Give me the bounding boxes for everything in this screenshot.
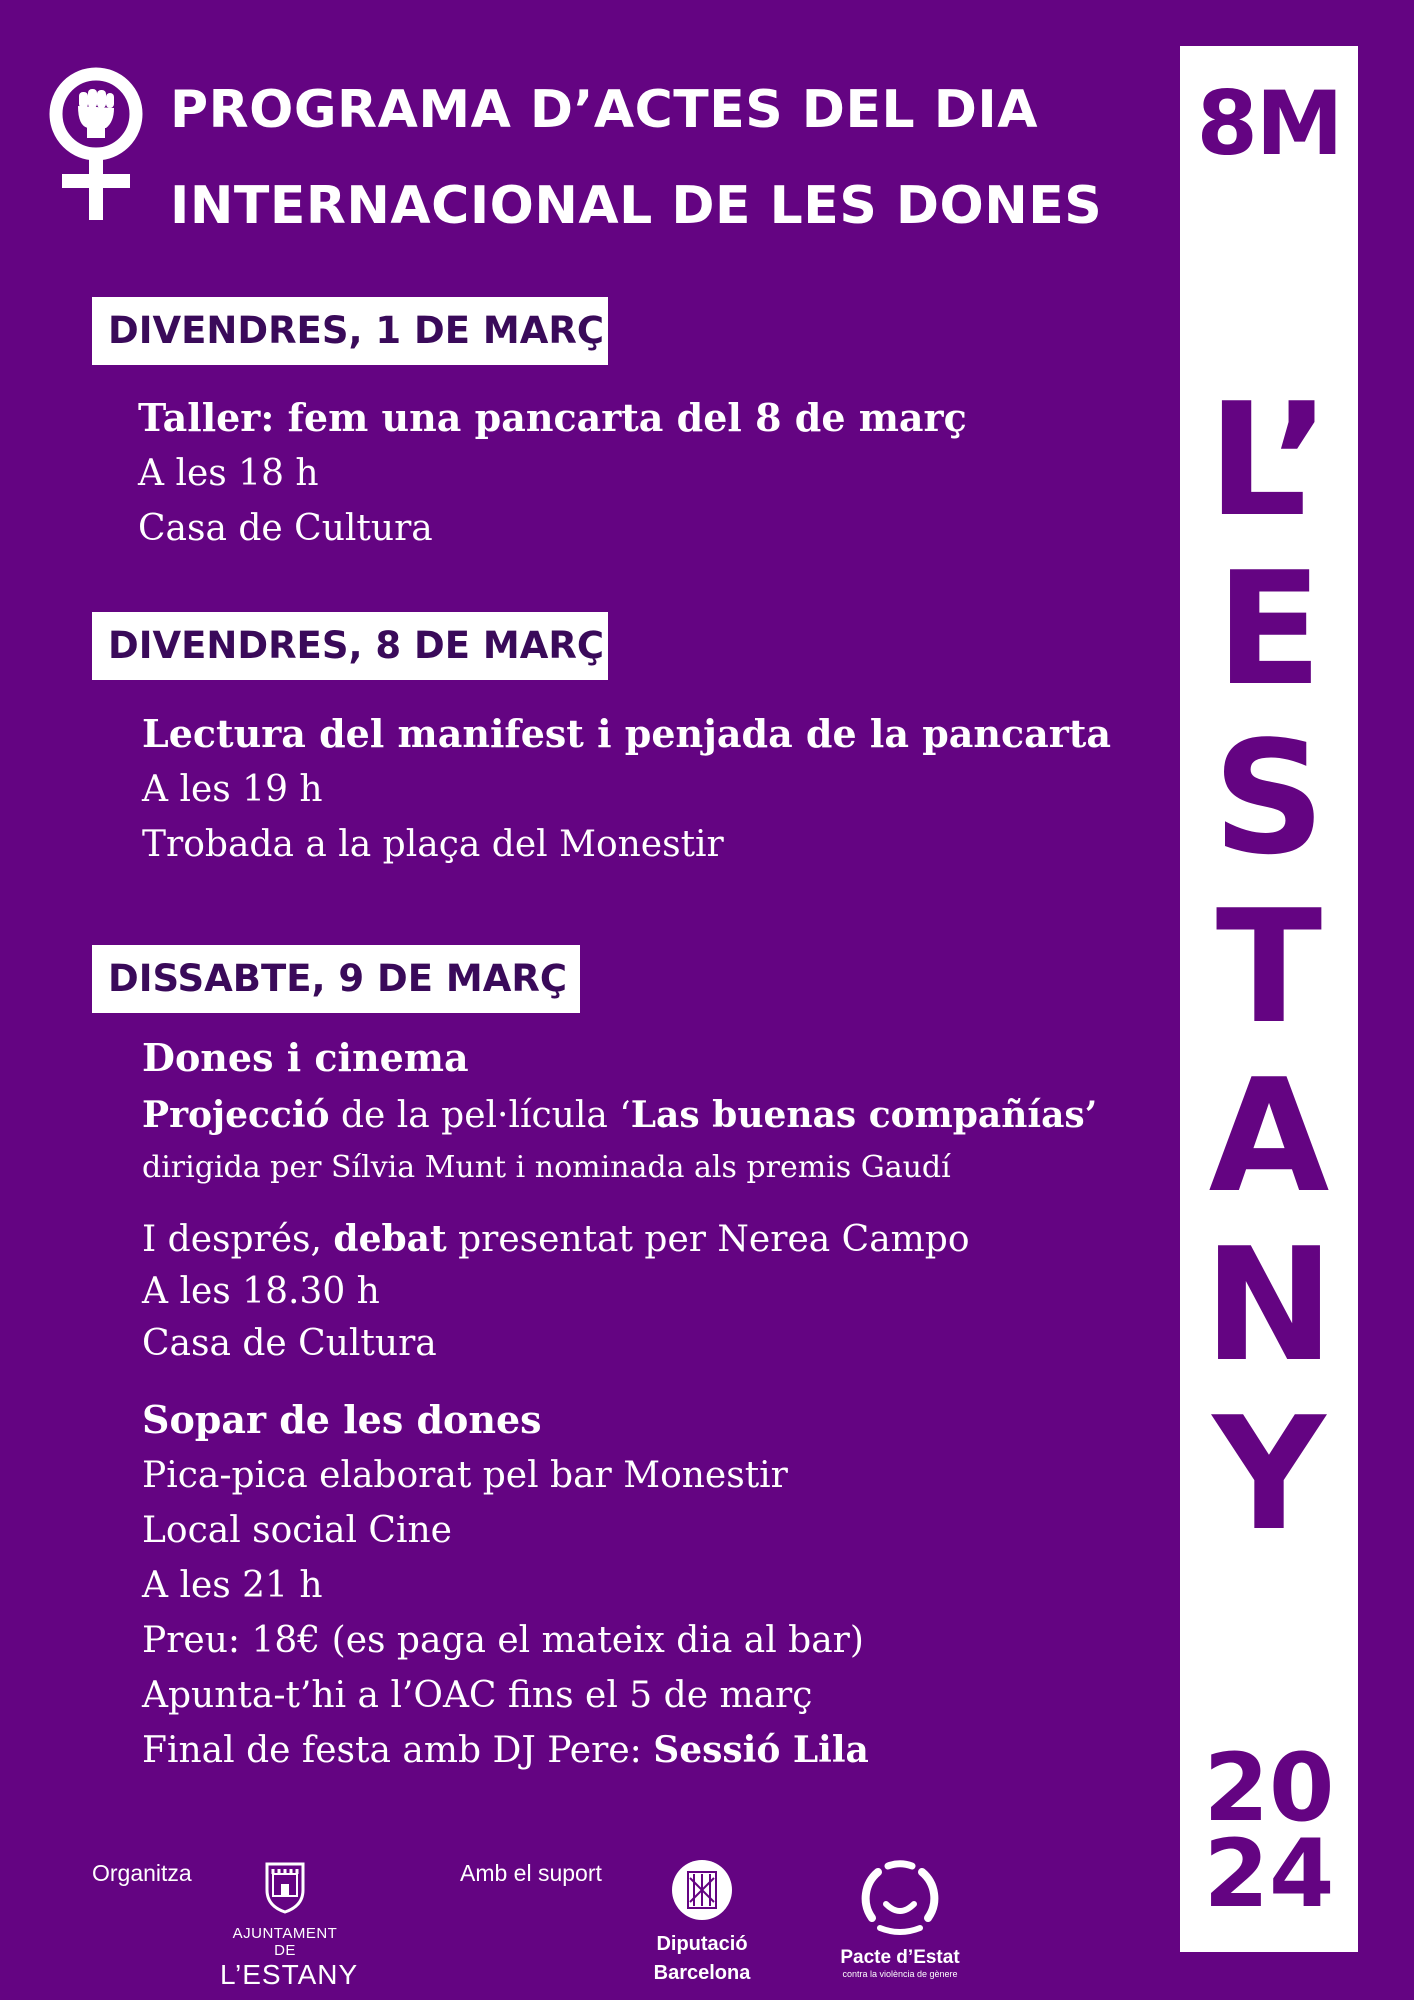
band-letter: L’	[1207, 369, 1331, 551]
dinner-title: Sopar de les dones	[142, 1397, 542, 1442]
day-label-1: DIVENDRES, 1 DE MARÇ	[92, 297, 608, 365]
event-title: Dones i cinema	[142, 1035, 469, 1080]
pacte-smile-icon	[850, 1858, 950, 1938]
pacte-estat-logo	[820, 1858, 980, 1979]
projection-text: de la pel·lícula ‘	[329, 1095, 631, 1136]
event-time: A les 18 h	[138, 453, 319, 494]
year-line-2: 24	[1203, 1820, 1335, 1929]
band-letter: A	[1208, 1045, 1330, 1227]
band-letter: N	[1203, 1214, 1335, 1396]
event-place: Casa de Cultura	[142, 1323, 437, 1364]
film-director: dirigida per Sílvia Munt i nominada als premis Gaudí	[142, 1150, 951, 1185]
year-line-1: 20	[1203, 1734, 1335, 1843]
film-quote: ’	[1084, 1094, 1098, 1136]
final-party-line	[142, 1723, 1097, 1778]
event-time: A les 18.30 h	[142, 1271, 380, 1312]
day-label-3: DISSABTE, 9 DE MARÇ	[92, 945, 580, 1013]
support-label: Amb el suport	[460, 1860, 602, 1886]
dinner-line: Pica-pica elaborat pel bar Monestir	[142, 1455, 788, 1496]
event-place: Trobada a la plaça del Monestir	[142, 824, 724, 865]
page-title	[170, 62, 1130, 254]
feminist-symbol-icon	[44, 62, 148, 222]
event-time: A les 19 h	[142, 769, 323, 810]
event-title: Taller: fem una pancarta del 8 de març	[138, 395, 967, 440]
event-3-cinema	[142, 1030, 1097, 1778]
debate-label: debat	[333, 1218, 447, 1260]
diputacio-line-2: Barcelona	[653, 1962, 751, 1984]
film-title: Las buenas compañías	[630, 1094, 1085, 1136]
band-8m: 8M	[1196, 72, 1342, 175]
event-title: Lectura del manifest i penjada de la pancarta	[142, 711, 1111, 756]
diputacio-logo	[640, 1858, 764, 1985]
debate-rest: presentat per Nerea Campo	[446, 1219, 970, 1260]
dinner-line: Local social Cine	[142, 1510, 452, 1551]
final-pre: Final de festa amb DJ Pere:	[142, 1730, 654, 1771]
dinner-line: Preu: 18€ (es paga el mateix dia al bar)	[142, 1620, 864, 1661]
ajuntament-line-1: AJUNTAMENT DE	[232, 1925, 338, 1959]
band-year	[1180, 1734, 1358, 1929]
projection-label: Projecció	[142, 1094, 330, 1136]
title-line-2: INTERNACIONAL DE LES DONES	[170, 176, 1103, 236]
diputacio-line-1: Diputació	[656, 1933, 748, 1955]
debate-line	[142, 1213, 1097, 1266]
title-line-1: PROGRAMA D’ACTES DEL DIA	[170, 80, 1038, 140]
final-session: Sessió Lila	[653, 1729, 869, 1771]
band-letter: T	[1215, 876, 1323, 1058]
pacte-title: Pacte d’Estat	[840, 1947, 960, 1968]
projection-line	[142, 1086, 1097, 1145]
dinner-line: A les 21 h	[142, 1565, 323, 1606]
band-letter: S	[1212, 707, 1326, 889]
dinner-line: Apunta-t’hi a l’OAC fins el 5 de març	[142, 1675, 813, 1716]
event-2	[142, 706, 1111, 872]
day-label-2: DIVENDRES, 8 DE MARÇ	[92, 612, 608, 680]
diputacio-seal-icon	[670, 1858, 734, 1922]
pacte-subtitle: contra la violència de gènere	[842, 1969, 958, 1979]
town-shield-icon	[263, 1860, 307, 1914]
ajuntament-logo	[220, 1860, 359, 1991]
ajuntament-line-2: L’ESTANY	[220, 1959, 359, 1990]
band-letter: E	[1215, 538, 1323, 720]
side-band	[1180, 46, 1358, 1952]
debate-pre: I després,	[142, 1219, 334, 1260]
event-place: Casa de Cultura	[138, 508, 433, 549]
organiser-label: Organitza	[92, 1860, 192, 1886]
event-1	[138, 390, 967, 556]
band-letter: Y	[1212, 1383, 1326, 1565]
band-town-name	[1180, 369, 1358, 1565]
